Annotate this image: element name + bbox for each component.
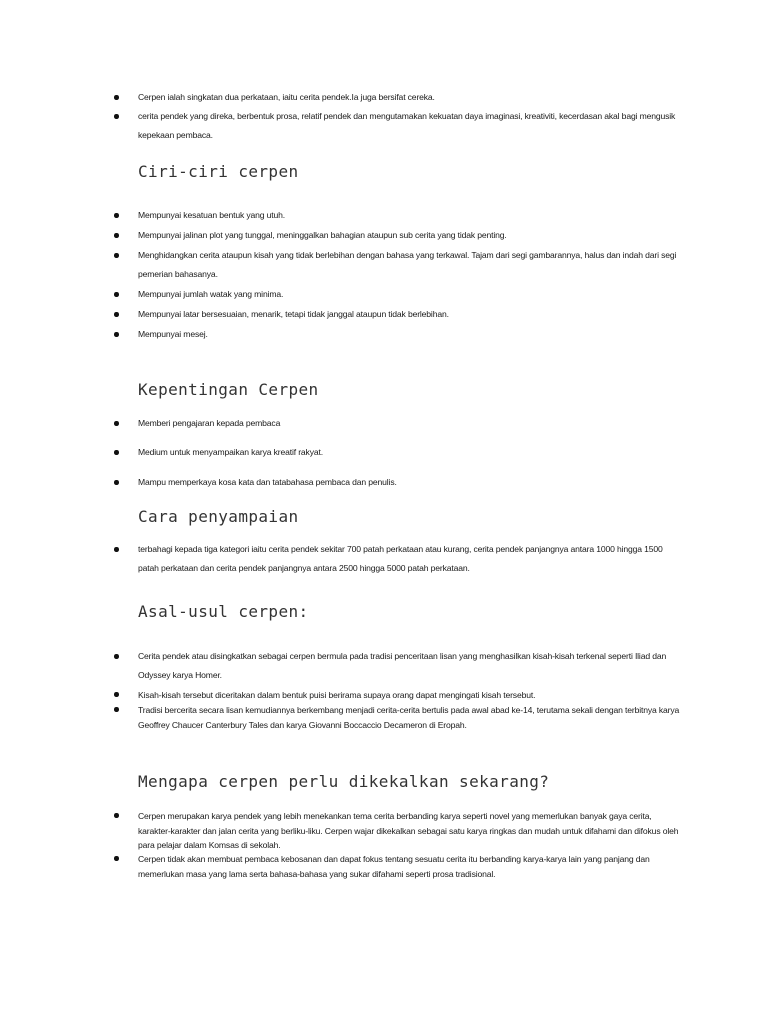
section-heading-cara-penyampaian: Cara penyampaian [138, 507, 299, 526]
list-item: Mampu memperkaya kosa kata dan tatabahasa pembaca dan penulis. [138, 477, 397, 487]
list-item: terbahagi kepada tiga kategori iaitu cerita pendek sekitar 700 patah perkataan atau kurang, cerita pendek panjangnya antara 1000 hingga 1500 patah perkataan dan cerita pendek panjangnya antara 2500 hingga 5000 patah perkataan. [138, 544, 663, 573]
bullet-icon [114, 95, 120, 101]
intro-item: Cerpen ialah singkatan dua perkataan, iaitu cerita pendek.Ia juga bersifat cereka. [138, 92, 435, 102]
bullet-icon [114, 692, 120, 698]
list-item: Kisah-kisah tersebut diceritakan dalam bentuk puisi berirama supaya orang dapat mengingati kisah tersebut. [138, 690, 536, 700]
intro-item: cerita pendek yang direka, berbentuk prosa, relatif pendek dan mengutamakan kekuatan daya imaginasi, kreativiti, kecerdasan akal bagi mengusik kepekaan pembaca. [138, 111, 676, 140]
bullet-icon [114, 292, 120, 298]
bullet-icon [114, 253, 120, 259]
list-item: Mempunyai latar bersesuaian, menarik, tetapi tidak janggal ataupun tidak berlebihan. [138, 309, 449, 319]
list-item: Tradisi bercerita secara lisan kemudiannya berkembang menjadi cerita-cerita bertulis pada awal abad ke-14, terutama sekali dengan terbitnya karya Geoffrey Chaucer Canterbury Tales dan karya Giovanni Boccaccio Decameron di Eropah. [138, 705, 680, 730]
bullet-icon [114, 332, 120, 338]
bullet-icon [114, 213, 120, 219]
list-item: Cerpen merupakan karya pendek yang lebih menekankan tema cerita berbanding karya seperti novel yang memerlukan banyak gaya cerita, karakter-karakter dan jalan cerita yang berliku-liku. Cerpen wajar dikekalkan sebagai satu karya ringkas dan mudah untuk difahami dan difokus oleh para pelajar dalam Komsas di sekolah. [138, 811, 679, 850]
section-heading-kepentingan: Kepentingan Cerpen [138, 380, 319, 399]
bullet-icon [114, 114, 120, 120]
section-heading-mengapa: Mengapa cerpen perlu dikekalkan sekarang? [138, 772, 550, 791]
list-item: Mempunyai jumlah watak yang minima. [138, 289, 284, 299]
list-item: Mempunyai jalinan plot yang tunggal, meninggalkan bahagian ataupun sub cerita yang tidak penting. [138, 230, 507, 240]
bullet-icon [114, 547, 120, 553]
bullet-icon [114, 813, 120, 819]
list-item: Mempunyai mesej. [138, 329, 208, 339]
list-item: Cerita pendek atau disingkatkan sebagai cerpen bermula pada tradisi penceritaan lisan yang menghasilkan kisah-kisah terkenal seperti Iliad dan Odyssey karya Homer. [138, 651, 667, 680]
list-item: Mempunyai kesatuan bentuk yang utuh. [138, 210, 286, 220]
bullet-icon [114, 856, 120, 862]
bullet-icon [114, 480, 120, 486]
bullet-icon [114, 450, 120, 456]
section-heading-asal-usul: Asal-usul cerpen: [138, 602, 309, 621]
bullet-icon [114, 707, 120, 713]
list-item: Menghidangkan cerita ataupun kisah yang tidak berlebihan dengan bahasa yang terkawal. Tajam dari segi gambarannya, halus dan indah dari segi pemerian bahasanya. [138, 250, 677, 279]
bullet-icon [114, 233, 120, 239]
bullet-icon [114, 654, 120, 660]
list-item: Medium untuk menyampaikan karya kreatif rakyat. [138, 447, 323, 457]
section-heading-ciri-ciri: Ciri-ciri cerpen [138, 162, 299, 181]
bullet-icon [114, 421, 120, 427]
list-item: Cerpen tidak akan membuat pembaca kebosanan dan dapat fokus tentang sesuatu cerita itu berbanding karya-karya lain yang panjang dan memerlukan masa yang lama serta bahasa-bahasa yang sukar difahami seperti prosa tradisional. [138, 854, 650, 879]
list-item: Memberi pengajaran kepada pembaca [138, 418, 281, 428]
bullet-icon [114, 312, 120, 318]
